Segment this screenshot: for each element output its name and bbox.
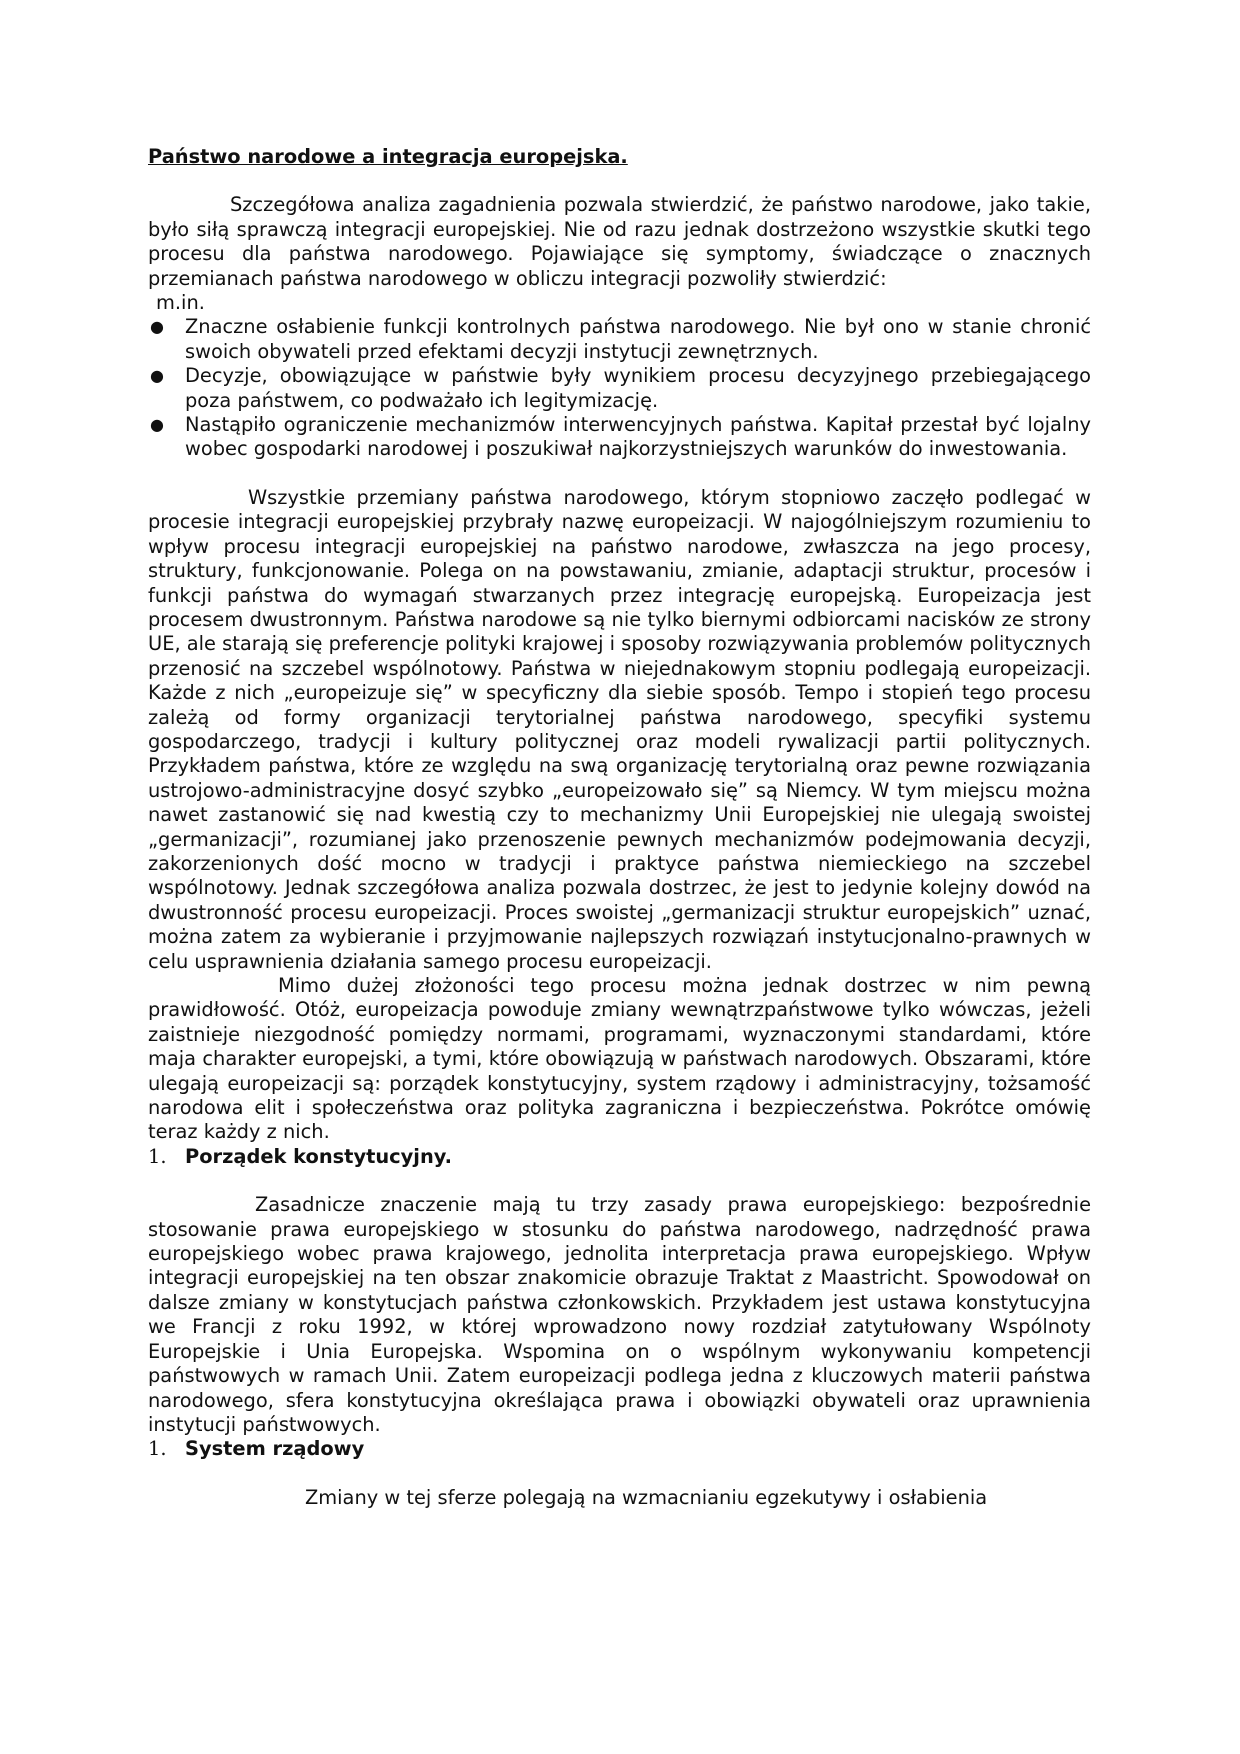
spacer xyxy=(148,1462,1091,1486)
bullet-icon: ● xyxy=(150,366,164,386)
section-heading-text: Porządek konstytucyjny. xyxy=(185,1144,452,1168)
zlozonosc-paragraph: Mimo dużej złożoności tego procesu można jednak dostrzec w nim pewną prawidłowość. Otóż, europeizacja powoduje zmiany wewnątrzpaństwowe tylko wówczas, jeżeli zaistnieje niezgodność pomiędzy normami, programami, wyznaczonymi standardami, które maja charakter europejski, a tymi, które obowiązują w państwach narodowych. Obszarami, które ulegają europeizacji są: porządek konstytucyjny, system rządowy i administracyjny, tożsamość narodowa elit i społeczeństwa oraz polityka zagraniczna i bezpieczeństwa. Pokrótce omówię teraz każdy z nich. xyxy=(148,974,1091,1144)
list-item-text: Decyzje, obowiązujące w państwie były wynikiem procesu decyzyjnego przebiegającego poza państwem, co podważało ich legitymizację. xyxy=(185,364,1091,412)
government-paragraph: Zmiany w tej sferze polegają na wzmacnianiu egzekutywy i osłabienia xyxy=(305,1485,988,1509)
section-heading-government xyxy=(148,1437,1091,1461)
spacer xyxy=(148,1169,1091,1193)
constitutional-paragraph: Zasadnicze znaczenie mają tu trzy zasady prawa europejskiego: bezpośrednie stosowanie prawa europejskiego w stosunku do państwa narodowego, nadrzędność prawa europejskiego wobec prawa krajowego, jednolita interpretacja prawa europejskiego. Wpływ integracji europejskiej na ten obszar znakomicie obrazuje Traktat z Maastricht. Spowodował on dalsze zmiany w konstytucjach państwa członkowskich. Przykładem jest ustawa konstytucyjna we Francji z roku 1992, w której wprowadzono nowy rozdział zatytułowany Wspólnoty Europejskie i Unia Europejska. Wspomina on o wspólnym wykonywaniu kompetencji państwowych w ramach Unii. Zatem europeizacji podlega jedna z kluczowych materii państwa narodowego, sfera konstytucyjna określająca prawa i obowiązki obywateli oraz uprawnienia instytucji państwowych. xyxy=(148,1193,1091,1436)
section-number: 1. xyxy=(148,1437,167,1461)
bullet-icon: ● xyxy=(150,415,164,435)
list-item xyxy=(148,315,1091,364)
intro-paragraph: Szczegółowa analiza zagadnienia pozwala stwierdzić, że państwo narodowe, jako takie, było siłą sprawczą integracji europejskiej. Nie od razu jednak dostrzeżono wszystkie skutki tego procesu dla państwa narodowego. Pojawiające się symptomy, świadczące o znacznych przemianach państwa narodowego w obliczu integracji pozwoliły stwierdzić: xyxy=(148,193,1091,290)
document-title: Państwo narodowe a integracja europejska. xyxy=(148,145,628,168)
intro-tail: m.in. xyxy=(156,291,205,315)
document-page xyxy=(148,145,1091,1510)
bullet-icon: ● xyxy=(150,317,164,337)
list-item xyxy=(148,413,1091,462)
section-number: 1. xyxy=(148,1144,167,1168)
section-heading-text: System rządowy xyxy=(185,1437,365,1461)
spacer xyxy=(148,462,1091,486)
list-item-text: Znaczne osłabienie funkcji kontrolnych państwa narodowego. Nie był ono w stanie chronić swoich obywateli przed efektami decyzji instytucji zewnętrznych. xyxy=(185,315,1091,363)
list-item-text: Nastąpiło ograniczenie mechanizmów interwencyjnych państwa. Kapitał przestał być lojalny wobec gospodarki narodowej i poszukiwał najkorzystniejszych warunków do inwestowania. xyxy=(185,413,1091,461)
europeizacja-paragraph: Wszystkie przemiany państwa narodowego, którym stopniowo zaczęło podlegać w procesie integracji europejskiej przybrały nazwę europeizacji. W najogólniejszym rozumieniu to wpływ procesu integracji europejskiej na państwo narodowe, zwłaszcza na jego procesy, struktury, funkcjonowanie. Polega on na powstawaniu, zmianie, adaptacji struktur, procesów i funkcji państwa do wymagań stwarzanych przez integrację europejską. Europeizacja jest procesem dwustronnym. Państwa narodowe są nie tylko biernymi odbiorcami nacisków ze strony UE, ale starają się preferencje polityki krajowej i sposoby rozwiązywania problemów politycznych przenosić na szczebel wspólnotowy. Państwa w niejednakowym stopniu podlegają europeizacji. Każde z nich „europeizuje się” w specyficzny dla siebie sposób. Tempo i stopień tego procesu zależą od formy organizacji terytorialnej państwa narodowego, specyfiki systemu gospodarczego, tradycji i kultury politycznej oraz modeli rywalizacji partii politycznych. Przykładem państwa, które ze względu na swą organizację terytorialną oraz pewne rozwiązania ustrojowo-administracyjne dosyć szybko „europeizowało się” są Niemcy. W tym miejscu można nawet zastanowić się nad kwestią czy to mechanizmy Unii Europejskiej nie ulegają swoistej „germanizacji”, rozumianej jako przenoszenie pewnych mechanizmów podejmowania decyzji, zakorzenionych dość mocno w tradycji i praktyce państwa niemieckiego na szczebel wspólnotowy. Jednak szczegółowa analiza pozwala dostrzec, że jest to jedynie kolejny dowód na dwustronność procesu europeizacji. Proces swoistej „germanizacji struktur europejskich” uznać, można zatem za wybieranie i przyjmowanie najlepszych rozwiązań instytucjonalno-prawnych w celu usprawnienia działania samego procesu europeizacji. xyxy=(148,485,1091,973)
list-item xyxy=(148,364,1091,413)
section-heading-constitutional xyxy=(148,1145,1091,1169)
symptoms-list xyxy=(148,315,1091,461)
